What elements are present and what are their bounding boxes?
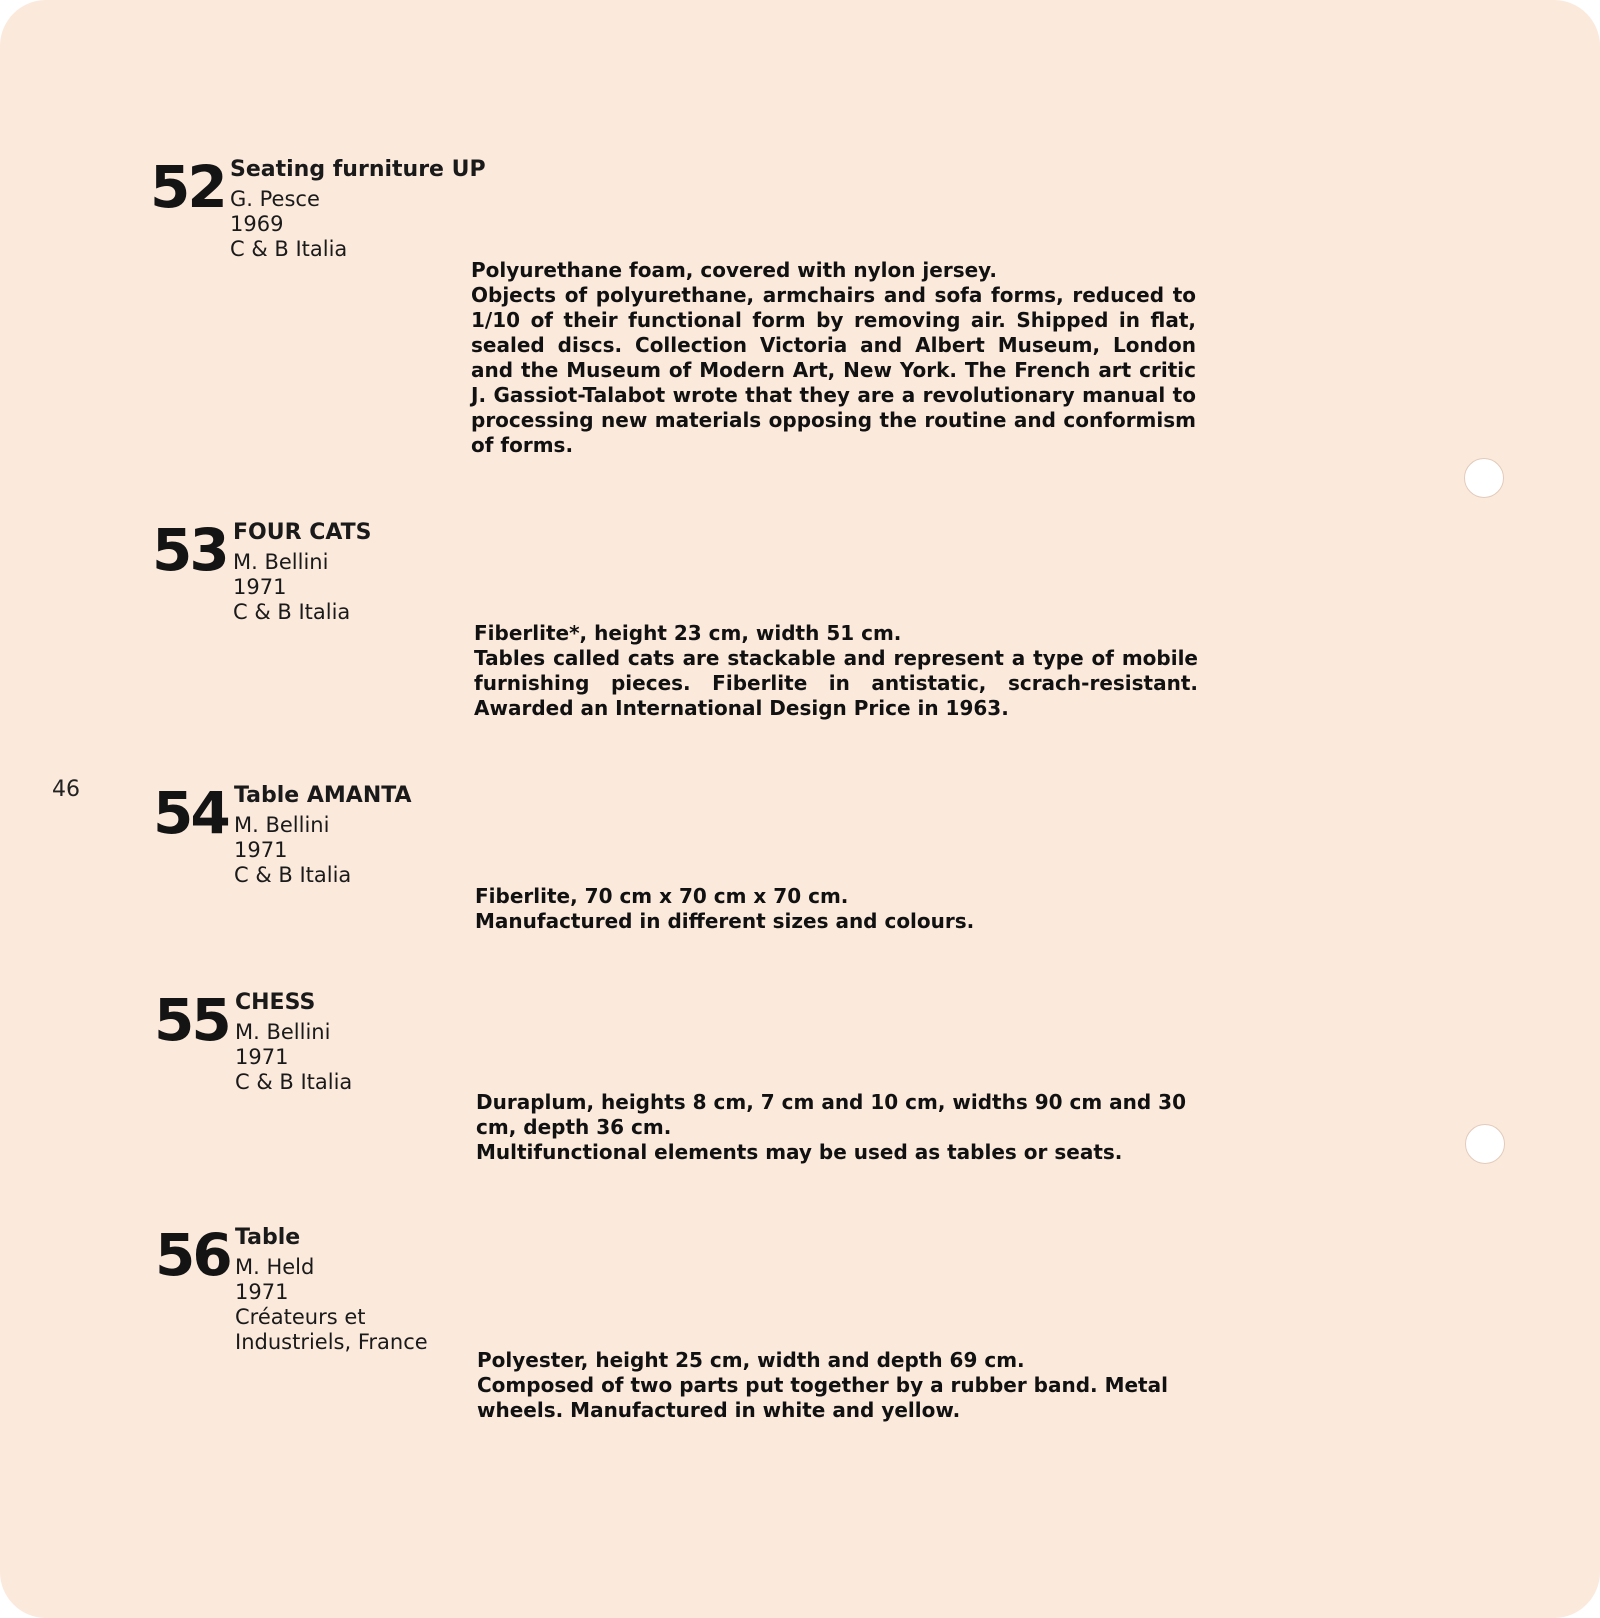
entry-maker-line-1: Créateurs et xyxy=(235,1305,366,1329)
entry-number: 54 xyxy=(153,779,228,847)
entry-year: 1971 xyxy=(233,575,287,599)
entry-year: 1971 xyxy=(234,838,288,862)
entry-title: CHESS xyxy=(235,990,316,1015)
entry-meta xyxy=(235,990,352,1095)
entry-designer: G. Pesce xyxy=(230,187,320,211)
entry-meta xyxy=(235,1225,428,1355)
entry-title: Seating furniture UP xyxy=(230,157,486,182)
entry-text: Manufactured in different sizes and colours. xyxy=(475,909,975,933)
entry-year: 1969 xyxy=(230,212,284,236)
entry-maker: C & B Italia xyxy=(233,600,351,624)
entry-material: Duraplum, heights 8 cm, 7 cm and 10 cm, widths 90 cm and 30 cm, depth 36 cm. xyxy=(476,1090,1186,1139)
entry-material: Fiberlite*, height 23 cm, width 51 cm. xyxy=(474,621,902,645)
entry-maker: C & B Italia xyxy=(235,1070,353,1094)
entry-description xyxy=(477,1348,1177,1423)
entry-year: 1971 xyxy=(235,1045,289,1069)
entry-title: Table xyxy=(235,1225,301,1250)
entry-material: Polyurethane foam, covered with nylon jersey. xyxy=(471,258,997,282)
entry-description xyxy=(476,1090,1204,1165)
entry-maker: C & B Italia xyxy=(234,863,352,887)
entry-designer: M. Bellini xyxy=(234,813,330,837)
entry-designer: M. Held xyxy=(235,1255,315,1279)
entry-number: 55 xyxy=(154,986,229,1054)
entry-maker: C & B Italia xyxy=(230,237,348,261)
entry-material: Fiberlite, 70 cm x 70 cm x 70 cm. xyxy=(475,884,849,908)
entry-designer: M. Bellini xyxy=(235,1020,331,1044)
entry-number: 53 xyxy=(152,516,227,584)
entry-title: FOUR CATS xyxy=(233,520,372,545)
page-number: 46 xyxy=(52,777,80,802)
entry-number: 52 xyxy=(150,153,225,221)
entry-meta xyxy=(233,520,372,625)
binder-hole-bottom xyxy=(1465,1124,1505,1164)
entry-text: Multifunctional elements may be used as tables or seats. xyxy=(476,1140,1123,1164)
entry-text: Tables called cats are stackable and represent a type of mobile furnishing pieces. Fiberlite in antistatic, scrach-resistant. Awarded an International Design Price in 1963. xyxy=(474,646,1198,720)
binder-hole-top xyxy=(1464,458,1504,498)
entry-description xyxy=(474,621,1198,721)
entry-designer: M. Bellini xyxy=(233,550,329,574)
entry-material: Polyester, height 25 cm, width and depth 69 cm. xyxy=(477,1348,1025,1372)
entry-description xyxy=(475,884,1195,934)
entry-year: 1971 xyxy=(235,1280,289,1304)
entry-text: Composed of two parts put together by a rubber band. Metal wheels. Manufactured in white and yellow. xyxy=(477,1373,1168,1422)
entry-meta xyxy=(230,157,486,262)
entry-number: 56 xyxy=(155,1221,230,1289)
entry-title: Table AMANTA xyxy=(234,783,412,808)
entry-maker-line-2: Industriels, France xyxy=(235,1330,428,1354)
entry-text: Objects of polyurethane, armchairs and sofa forms, reduced to 1/10 of their functional form by removing air. Shipped in flat, sealed discs. Collection Victoria and Albert Museum, London and the Museum of Modern Art, New York. The French art critic J. Gassiot-Talabot wrote that they are a revolutionary manual to processing new materials opposing the routine and conformism of forms. xyxy=(471,283,1196,457)
entry-meta xyxy=(234,783,412,888)
entry-description xyxy=(471,258,1196,458)
